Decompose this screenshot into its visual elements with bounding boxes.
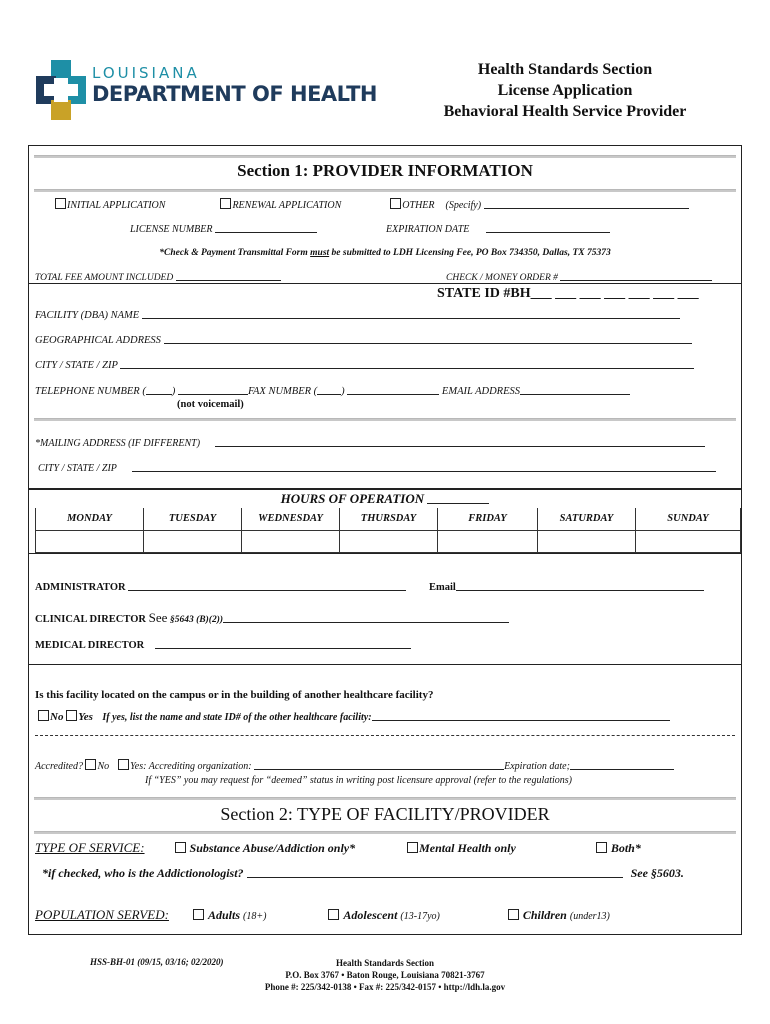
day-wednesday: WEDNESDAY: [242, 508, 340, 530]
day-tuesday: TUESDAY: [144, 508, 242, 530]
telephone-area-field[interactable]: [146, 385, 172, 395]
payment-notice: *Check & Payment Transmittal Form must be submitted to LDH Licensing Fee, PO Box 734350, Dallas, TX 75373: [159, 248, 611, 258]
check-money-field[interactable]: [560, 271, 712, 281]
mailing-address-label: *MAILING ADDRESS (IF DIFFERENT): [35, 438, 201, 449]
facility-row: [35, 309, 680, 321]
geo-address-field[interactable]: [164, 334, 692, 344]
fee-divider: [28, 283, 742, 284]
campus-dash-rule: [35, 735, 735, 736]
city-state-zip-label: CITY / STATE / ZIP: [35, 360, 118, 371]
other-checkbox[interactable]: [390, 198, 401, 209]
phone-row: TELEPHONE NUMBER ( ) FAX NUMBER ( ) EMAIL ADDRESS: [35, 385, 630, 397]
campus-answer-row: [38, 710, 670, 723]
check-money-row: [446, 271, 712, 283]
check-money-label: CHECK / MONEY ORDER #: [446, 273, 558, 283]
specify-label: (Specify): [445, 200, 482, 211]
see-5603-label: See §5603.: [630, 866, 684, 880]
campus-facility-field[interactable]: [372, 711, 670, 721]
mental-health-checkbox[interactable]: [407, 842, 418, 853]
total-fee-label: TOTAL FEE AMOUNT INCLUDED: [35, 273, 174, 283]
fax-area-field[interactable]: [317, 385, 341, 395]
mental-health-label: Mental Health only: [419, 841, 516, 855]
logo-line1: LOUISIANA: [92, 64, 200, 82]
fax-field[interactable]: [347, 385, 439, 395]
clinical-director-row: [35, 610, 509, 626]
campus-if-yes-label: If yes, list the name and state ID# of the other healthcare facility:: [102, 712, 372, 723]
header-title2: License Application: [497, 82, 633, 99]
adults-age: (18+): [242, 911, 267, 922]
substance-checkbox[interactable]: [175, 842, 186, 853]
email-field[interactable]: [456, 581, 704, 591]
addictionologist-field[interactable]: [247, 868, 623, 878]
footer-contact: [0, 957, 770, 993]
campus-no-checkbox[interactable]: [38, 710, 49, 721]
adolescent-checkbox[interactable]: [328, 909, 339, 920]
email-row: [429, 581, 704, 593]
see-label: See: [148, 610, 168, 625]
accrediting-org-label: : Accrediting organization:: [143, 761, 252, 772]
email-label: Email: [429, 582, 456, 593]
fax-label: FAX NUMBER (: [247, 386, 318, 397]
header-title3: Behavioral Health Service Provider: [443, 103, 687, 120]
footer-line1: Health Standards Section: [335, 958, 434, 968]
medical-director-label: MEDICAL DIRECTOR: [35, 640, 145, 651]
type-of-service-row: [35, 840, 735, 856]
hours-wednesday-field[interactable]: [242, 530, 340, 552]
administrator-row: [35, 581, 406, 593]
section1-bottom-rule: [34, 189, 736, 192]
campus-no-label: No: [50, 711, 64, 723]
accredited-row: [35, 759, 674, 772]
expiration-date-field[interactable]: [486, 223, 610, 233]
campus-question: Is this facility located on the campus or in the building of another healthcare facility?: [35, 689, 434, 701]
mailing-address-field[interactable]: [215, 437, 705, 447]
accredited-note: If “YES” you may request for “deemed” status in writing post licensure approval (refer to the regulations): [145, 775, 573, 786]
state-id-label: STATE ID #BH___ ___ ___ ___ ___ ___ ___: [437, 286, 699, 301]
see-ref-label: §5643 (B)(2)): [170, 615, 224, 625]
footer-line3: Phone #: 225/342-0138 • Fax #: 225/342-0157 • http://ldh.la.gov: [264, 982, 506, 992]
city-row: [35, 359, 694, 371]
expiration-date-label: EXPIRATION DATE: [386, 224, 470, 235]
accredited-label: Accredited?: [35, 761, 83, 772]
hours-saturday-field[interactable]: [538, 530, 636, 552]
initial-application-checkbox[interactable]: [55, 198, 66, 209]
geo-address-row: [35, 334, 692, 346]
adults-checkbox[interactable]: [193, 909, 204, 920]
facility-name-field[interactable]: [142, 309, 680, 319]
hours-thursday-field[interactable]: [340, 530, 438, 552]
day-friday: FRIDAY: [438, 508, 538, 530]
header-title1: Health Standards Section: [477, 61, 653, 78]
header: [420, 59, 710, 122]
children-label: Children: [522, 908, 567, 922]
campus-yes-checkbox[interactable]: [66, 710, 77, 721]
hours-title-field[interactable]: [427, 494, 489, 504]
hours-table: [35, 508, 741, 553]
logo-line2: DEPARTMENT OF HEALTH: [92, 82, 377, 106]
population-label: POPULATION SERVED:: [35, 907, 169, 922]
specify-field[interactable]: [484, 199, 689, 209]
footer-line2: P.O. Box 3767 • Baton Rouge, Louisiana 70821-3767: [285, 970, 485, 980]
form-id: HSS-BH-01 (09/15, 03/16; 02/2020): [90, 957, 224, 967]
other-label: OTHER: [402, 200, 435, 211]
clinical-director-label: CLINICAL DIRECTOR: [35, 614, 146, 625]
geo-address-label: GEOGRAPHICAL ADDRESS: [35, 335, 161, 346]
hours-friday-field[interactable]: [438, 530, 538, 552]
staff-bottom-rule: [28, 664, 742, 665]
ldh-cross-icon: [36, 60, 88, 120]
application-type-row: [55, 198, 735, 211]
hours-monday-field[interactable]: [36, 530, 144, 552]
medical-director-field[interactable]: [155, 639, 411, 649]
addictionologist-row: [42, 866, 684, 881]
mailing-city-label: CITY / STATE / ZIP: [38, 463, 117, 474]
mailing-rule: [34, 418, 736, 421]
day-monday: MONDAY: [36, 508, 144, 530]
clinical-director-field[interactable]: [223, 613, 509, 623]
license-number-field[interactable]: [215, 223, 317, 233]
section2-top-rule: [34, 797, 736, 800]
email-address-label: EMAIL ADDRESS: [441, 386, 520, 397]
day-thursday: THURSDAY: [340, 508, 438, 530]
hours-top-rule: [28, 488, 742, 490]
accredited-yes-checkbox[interactable]: [118, 759, 129, 770]
administrator-field[interactable]: [128, 581, 406, 591]
mailing-city-field[interactable]: [132, 462, 716, 472]
substance-label: Substance Abuse/Addiction only*: [189, 841, 356, 855]
addictionologist-label: *if checked, who is the Addictionologist?: [42, 866, 244, 880]
medical-director-row: [35, 639, 411, 651]
section2-bottom-rule: [34, 831, 736, 834]
ldh-logo: [36, 58, 381, 120]
children-age: (under13): [569, 911, 610, 922]
hours-tuesday-field[interactable]: [144, 530, 242, 552]
section1-title: Section 1: PROVIDER INFORMATION: [237, 161, 533, 180]
hours-title-row: [0, 491, 770, 507]
section1-top-rule: [34, 155, 736, 158]
accrediting-org-field[interactable]: [254, 760, 504, 770]
renewal-application-checkbox[interactable]: [220, 198, 231, 209]
city-state-zip-field[interactable]: [120, 359, 694, 369]
day-saturday: SATURDAY: [538, 508, 636, 530]
mailing-row: [35, 437, 705, 449]
adolescent-label: Adolescent: [343, 908, 398, 922]
population-row: [35, 907, 610, 923]
email-address-field[interactable]: [520, 385, 630, 395]
facility-name-label: FACILITY (DBA) NAME: [35, 310, 140, 321]
both-checkbox[interactable]: [596, 842, 607, 853]
expiration-date-accred-field[interactable]: [570, 760, 674, 770]
telephone-field[interactable]: [178, 385, 248, 395]
license-row: [130, 223, 610, 235]
renewal-application-label: RENEWAL APPLICATION: [232, 200, 342, 211]
hours-bottom-rule: [28, 553, 742, 554]
hours-title: HOURS OF OPERATION: [280, 491, 425, 506]
day-sunday: SUNDAY: [636, 508, 741, 530]
telephone-label: TELEPHONE NUMBER (: [35, 386, 146, 397]
initial-application-label: INITIAL APPLICATION: [67, 200, 166, 211]
expiration-date-accred-label: Expiration date;: [504, 761, 570, 772]
not-voicemail-label: (not voicemail): [177, 399, 244, 410]
hours-sunday-field[interactable]: [636, 530, 741, 552]
administrator-label: ADMINISTRATOR: [35, 582, 126, 593]
children-checkbox[interactable]: [508, 909, 519, 920]
accredited-yes-label: Yes: [130, 761, 144, 772]
type-of-service-label: TYPE OF SERVICE:: [35, 840, 145, 855]
accredited-no-checkbox[interactable]: [85, 759, 96, 770]
both-label: Both*: [610, 841, 641, 855]
campus-yes-label: Yes: [78, 711, 93, 723]
section2-title: Section 2: TYPE OF FACILITY/PROVIDER: [220, 804, 550, 824]
accredited-no-label: No: [97, 761, 110, 772]
license-number-label: LICENSE NUMBER: [130, 224, 213, 235]
total-fee-field[interactable]: [176, 271, 281, 281]
mailing-city-row: [38, 462, 716, 474]
adults-label: Adults: [207, 908, 240, 922]
adolescent-age: (13-17yo): [400, 911, 440, 922]
